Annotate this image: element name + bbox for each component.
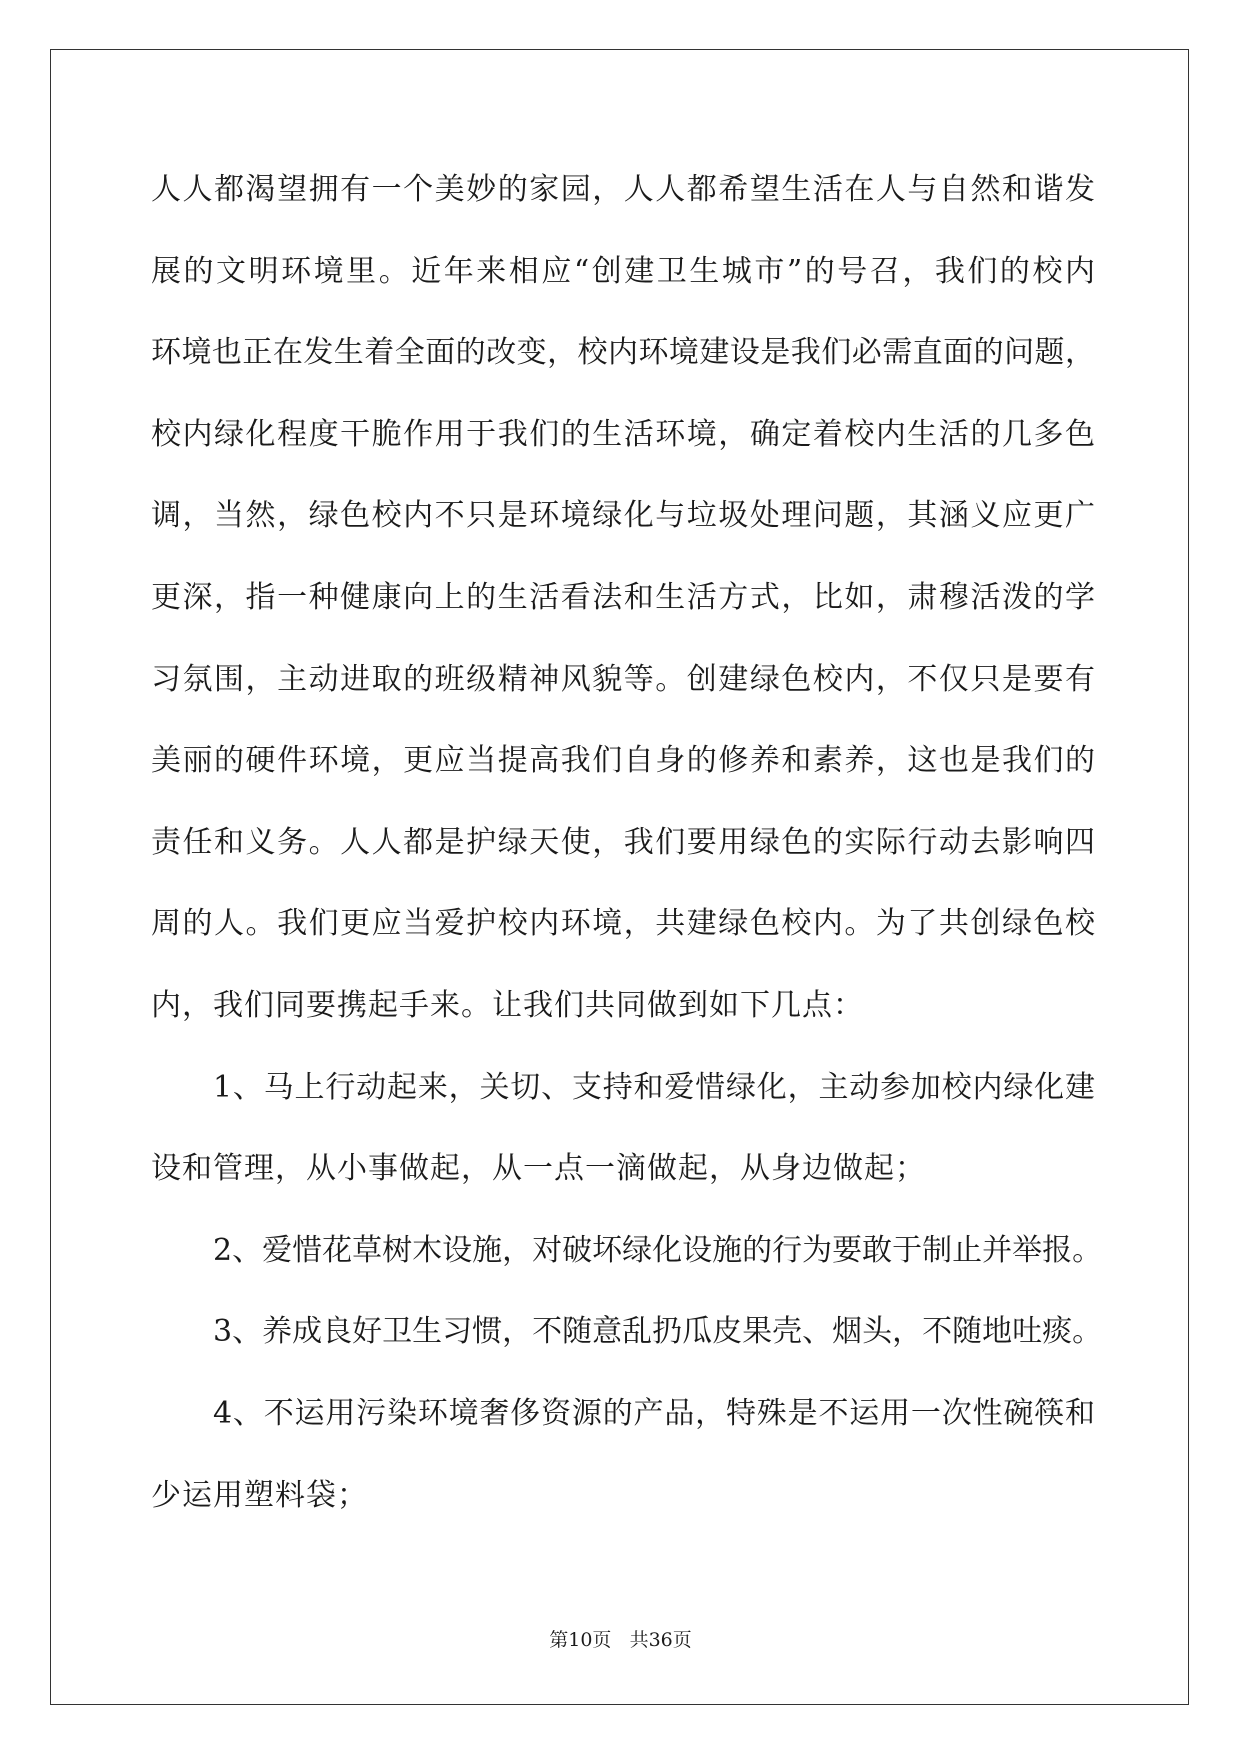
text-line: 美丽的硬件环境，更应当提高我们自身的修养和素养，这也是我们的	[151, 743, 1095, 779]
text-line: 人人都渴望拥有一个美妙的家园，人人都希望生活在人与自然和谐发	[151, 172, 1095, 207]
text-line: 调，当然，绿色校内不只是环境绿化与垃圾处理问题，其涵义应更广	[151, 498, 1095, 534]
text-line: 校内绿化程度干脆作用于我们的生活环境，确定着校内生活的几多色	[151, 416, 1095, 452]
text-line: 内，我们同要携起手来。让我们共同做到如下几点：	[151, 987, 864, 1023]
text-line: 习氛围，主动进取的班级精神风貌等。创建绿色校内，不仅只是要有	[151, 661, 1095, 697]
list-item-4: 4、不运用污染环境奢侈资源的产品，特殊是不运用一次性碗筷和	[213, 1395, 1095, 1431]
list-item-1: 1、马上行动起来，关切、支持和爱惜绿化，主动参加校内绿化建	[213, 1069, 1095, 1105]
text-line: 周的人。我们更应当爱护校内环境，共建绿色校内。为了共创绿色校	[151, 906, 1095, 942]
text-line: 环境也正在发生着全面的改变，校内环境建设是我们必需直面的问题，	[151, 335, 1095, 371]
text-line: 责任和义务。人人都是护绿天使，我们要用绿色的实际行动去影响四	[151, 824, 1095, 860]
list-item-3: 3、养成良好卫生习惯，不随意乱扔瓜皮果壳、烟头，不随地吐痰。	[213, 1314, 1103, 1350]
page-footer	[0, 1628, 1241, 1652]
page-number: 第10页	[549, 1629, 612, 1651]
page-total: 共36页	[629, 1629, 692, 1651]
text-line: 少运用塑料袋；	[151, 1477, 368, 1513]
text-line: 设和管理，从小事做起，从一点一滴做起，从身边做起；	[151, 1151, 926, 1187]
text-line: 更深，指一种健康向上的生活看法和生活方式，比如，肃穆活泼的学	[151, 579, 1095, 615]
body-text	[151, 163, 1103, 1550]
text-line: 展的文明环境里。近年来相应“创建卫生城市”的号召，我们的校内	[151, 253, 1095, 289]
list-item-2: 2、爱惜花草树木设施，对破坏绿化设施的行为要敢于制止并举报。	[213, 1232, 1103, 1268]
